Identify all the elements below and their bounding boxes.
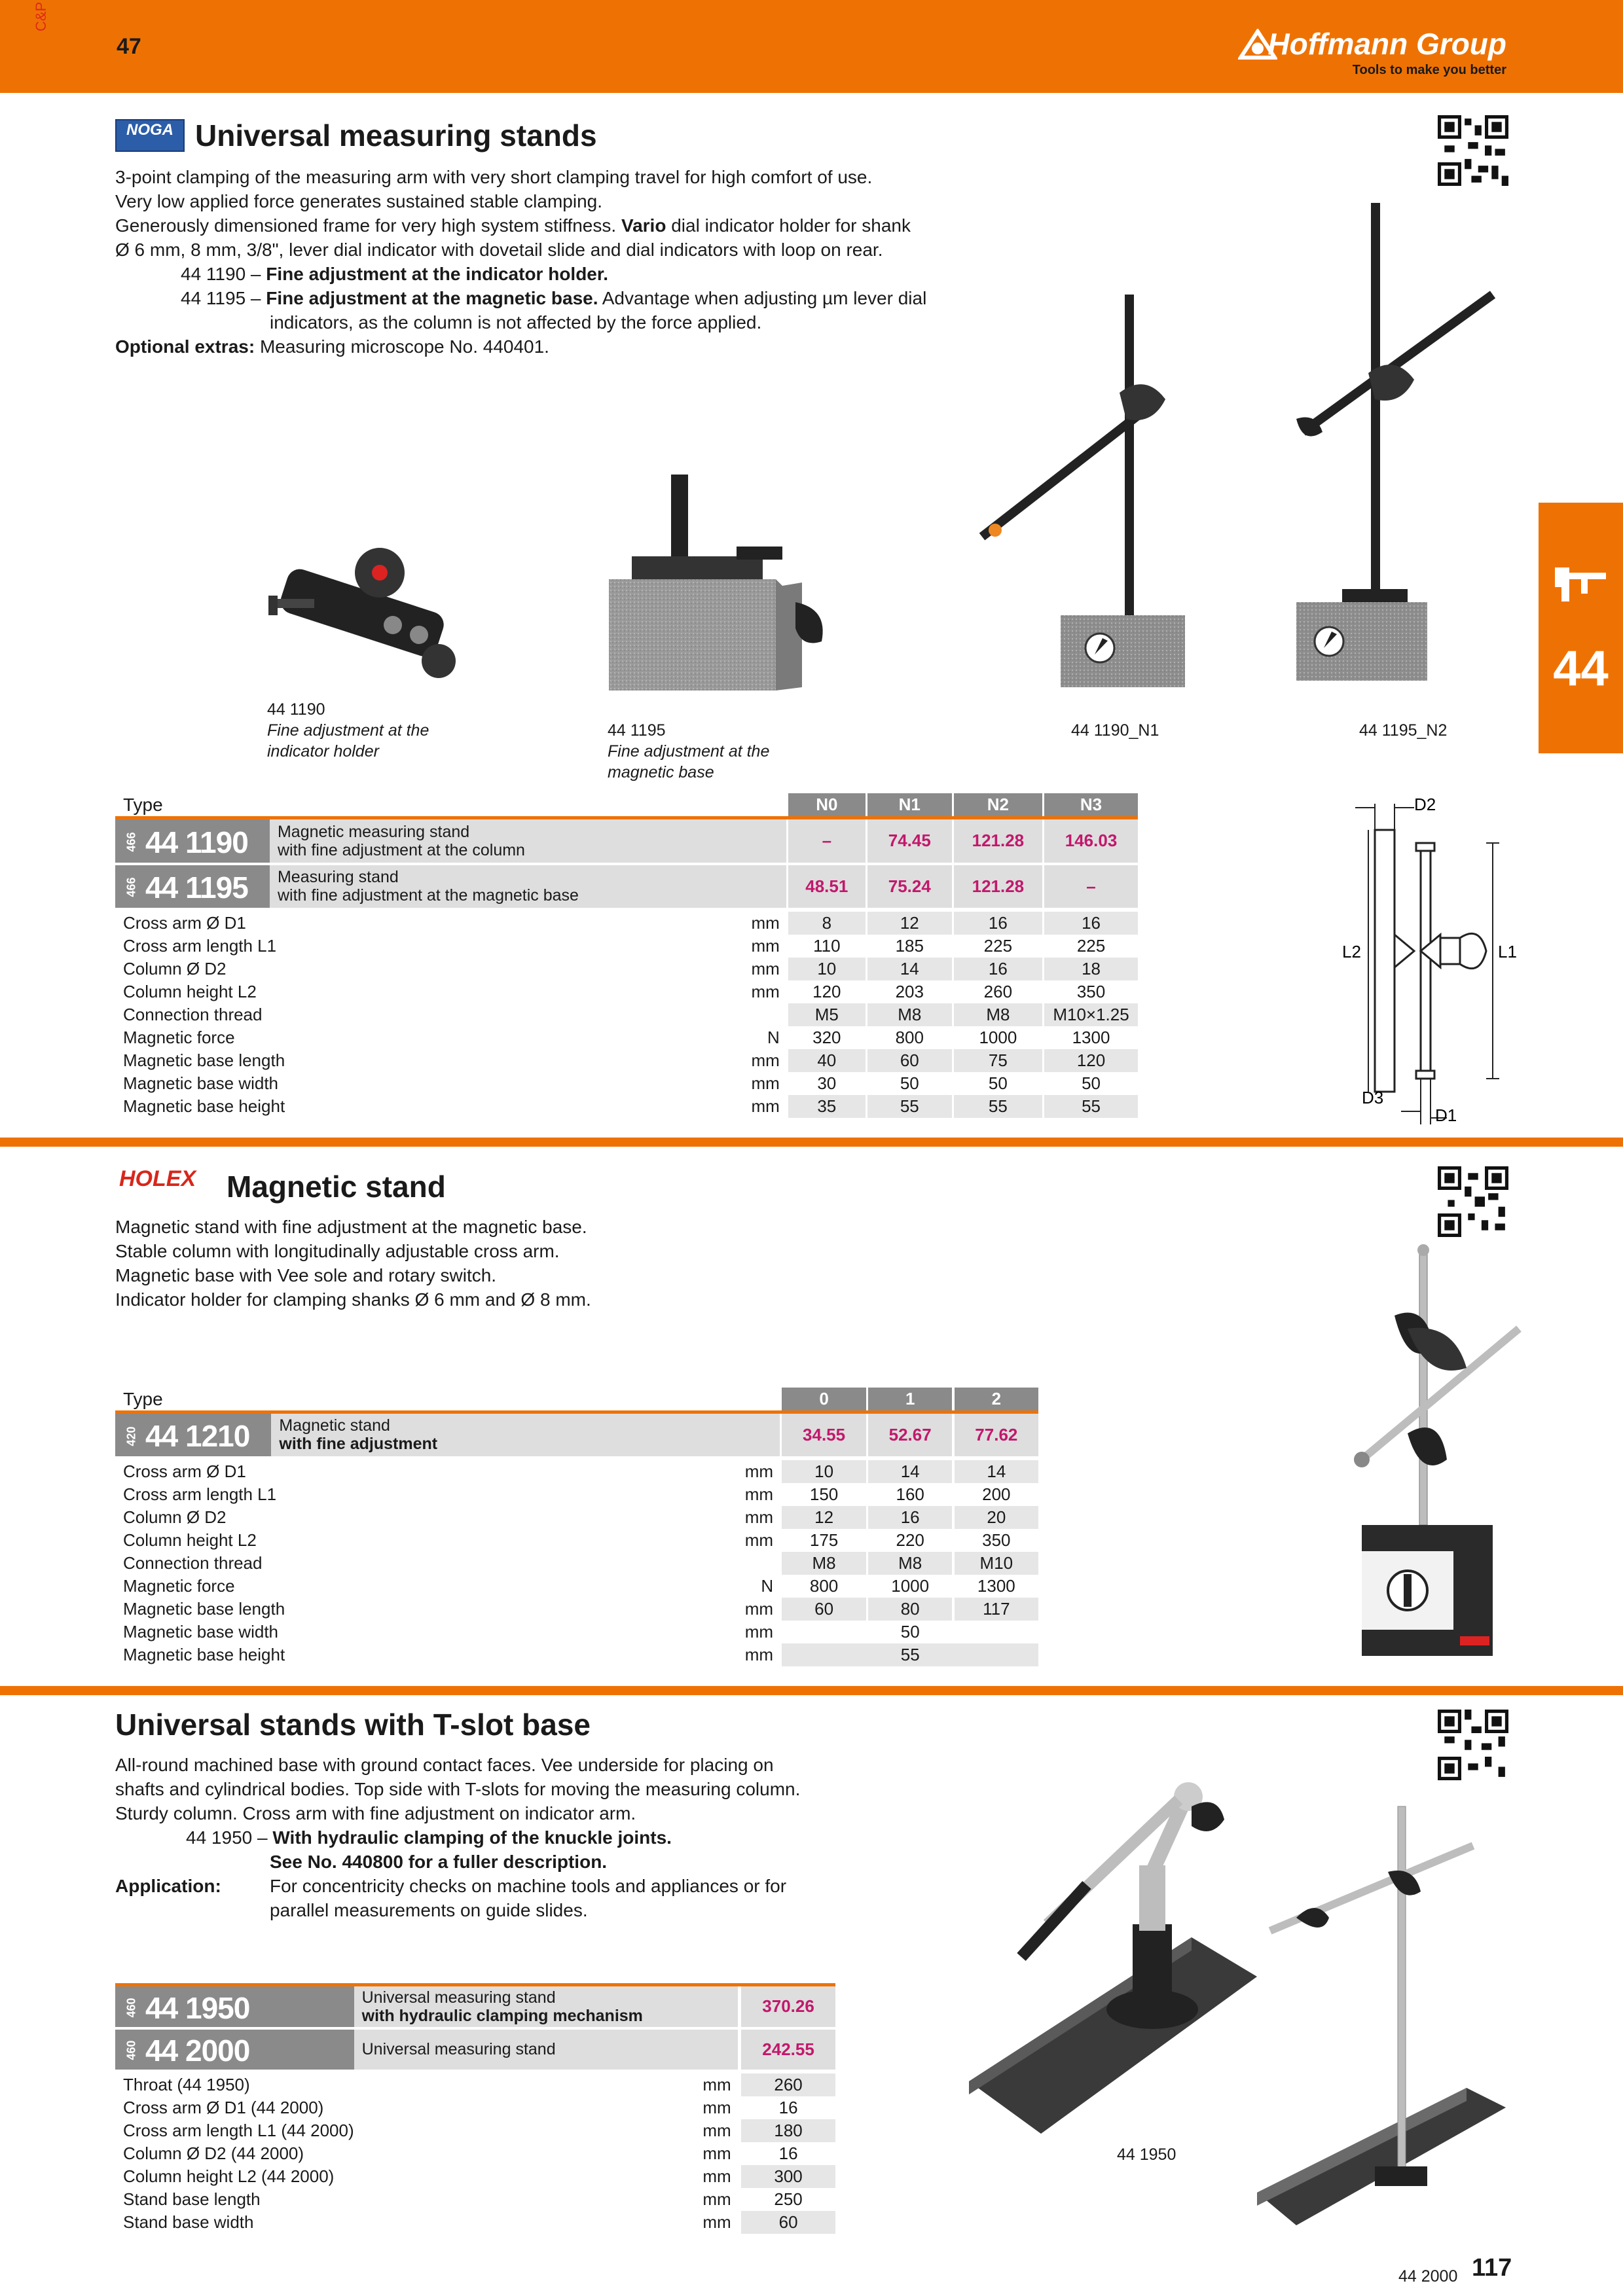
spec-unit: mm (744, 1484, 774, 1504)
spec-value: 200 (982, 1484, 1011, 1504)
spec-value: 14 (868, 1458, 952, 1483)
spec-label: Connection thread (123, 1552, 263, 1573)
spec-value: 16 (778, 2143, 798, 2163)
spec-row (115, 1003, 1138, 1026)
spec-value: 300 (741, 2165, 835, 2188)
spec-value: 1000 (891, 1575, 930, 1596)
dim-l1: L1 (1498, 942, 1517, 961)
caption-441195-n2: 44 1195_N2 (1359, 721, 1448, 740)
spec-value: 800 (809, 1575, 839, 1596)
spec-value: M10 (955, 1552, 1038, 1575)
spec-unit: mm (702, 2097, 731, 2117)
spec-value: 260 (983, 981, 1013, 1001)
holex-logo: HOLEX (119, 1166, 196, 1191)
product-image-441950 (969, 1780, 1264, 2147)
price: 75.24 (867, 864, 952, 910)
spec-value: 12 (867, 910, 952, 935)
caption-442000: 44 2000 (1398, 2267, 1458, 2286)
spec-unit: mm (702, 2074, 731, 2094)
spec-unit: mm (744, 1621, 774, 1641)
col-header: 2 (955, 1388, 1038, 1412)
brand-name: Hoffmann Group (1267, 27, 1506, 61)
chapter-number: 44 (1553, 641, 1609, 696)
col-header: N1 (867, 793, 952, 818)
spec-row (115, 2119, 835, 2142)
price: 74.45 (867, 818, 952, 864)
spec-row (115, 1095, 1138, 1118)
price: – (788, 818, 866, 864)
spec-row (115, 980, 1138, 1003)
spec-value: 12 (782, 1506, 866, 1529)
spec-row (115, 1049, 1138, 1072)
noga-logo: NOGA (115, 119, 185, 152)
spec-row (115, 2096, 835, 2119)
spec-value: 350 (982, 1530, 1011, 1550)
section-title-universal-stands-t-slot: Universal stands with T-slot base (115, 1708, 591, 1742)
spec-row (115, 958, 1138, 980)
product-image-441190 (262, 537, 478, 694)
product-description: Universal measuring stand with hydraulic clamping mechanism (354, 1985, 738, 2028)
spec-unit (649, 1552, 780, 1575)
col-header: N3 (1044, 793, 1138, 818)
product-image-441190-n1 (969, 288, 1192, 694)
spec-label: Cross arm Ø D1 (123, 912, 246, 933)
spec-value: 1300 (977, 1575, 1015, 1596)
section3-description: All-round machined base with ground contact faces. Vee underside for placing on shafts and cylindrical bodies. Top side with T-slots for moving the measuring column. Sturdy column. Cross arm with fine adjustment on indicator arm. 44 1950 – With hydraulic clamping of the knuckle joints. See No. 440800 for a fuller description. Application: For concentricity checks on machine tools and appliances or for parallel measurements on guide slides. (115, 1755, 801, 1920)
spec-value: 60 (782, 1598, 866, 1621)
spec-value: 55 (782, 1643, 1038, 1666)
spec-value: 55 (867, 1095, 952, 1118)
dim-d2: D2 (1414, 795, 1436, 814)
spec-label: Cross arm length L1 (123, 935, 277, 956)
spec-row (115, 2211, 835, 2234)
caption-441190-n1: 44 1190_N1 (1071, 721, 1159, 740)
spec-value: 20 (955, 1506, 1038, 1529)
spec-value: 50 (988, 1073, 1008, 1093)
spec-unit: mm (744, 1598, 774, 1619)
spec-row (115, 935, 1138, 958)
spec-label: Magnetic base length (123, 1050, 285, 1070)
spec-row (115, 2188, 835, 2211)
spec-value: 175 (809, 1530, 839, 1550)
spec-label: Magnetic force (123, 1027, 235, 1047)
spec-unit: mm (744, 1530, 774, 1550)
spec-label: Column height L2 (123, 981, 257, 1001)
page-label: 47 (117, 34, 141, 59)
spec-value: 120 (1044, 1049, 1138, 1072)
spec-value: 16 (954, 910, 1042, 935)
spec-unit: mm (744, 1644, 774, 1664)
spec-value: 35 (788, 1095, 866, 1118)
spec-value: 40 (788, 1049, 866, 1072)
spec-value: 50 (900, 1621, 920, 1641)
section1-description: 3-point clamping of the measuring arm with very short clamping travel for high comfort of use. Very low applied force generates sustained stable clamping. Generously dimensioned frame for very high system stiffness. Vario dial indicator holder for shank Ø 6 mm, 8 mm, 3/8", lever dial indicator with dovetail slide and dial indicators with loop on rear. 44 1190 – Fine adjustment at the indicator holder. 44 1195 – Fine adjustment at the magnetic base. Advantage when adjusting µm lever dial indicators, as the column is not affected by the force applied. Optional extras: Measuring microscope No. 440401. (115, 167, 927, 357)
spec-value: 60 (741, 2211, 835, 2234)
spec-value: 350 (1076, 981, 1106, 1001)
spec-row (115, 1026, 1138, 1049)
spec-value: 1000 (979, 1027, 1017, 1047)
spec-unit: mm (744, 1507, 774, 1527)
side-code: C&P (33, 1, 49, 31)
section2-description: Magnetic stand with fine adjustment at the magnetic base. Stable column with longitudinally adjustable cross arm. Magnetic base with Vee sole and rotary switch. Indicator holder for clamping shanks Ø 6 mm and Ø 8 mm. (115, 1217, 591, 1310)
spec-row (115, 2142, 835, 2165)
product-row-441195[interactable] (115, 864, 1138, 910)
spec-unit: mm (751, 1073, 780, 1093)
spec-row (115, 1621, 1038, 1643)
spec-value: 225 (983, 935, 1013, 956)
product-image-441210 (1336, 1244, 1545, 1669)
spec-row (115, 910, 1138, 935)
spec-value: M5 (788, 1003, 866, 1026)
spec-table-t-slot-stands (115, 1983, 835, 2234)
col-header: 1 (868, 1388, 952, 1412)
spec-value: 14 (867, 958, 952, 980)
spec-value: 50 (1082, 1073, 1101, 1093)
spec-unit: N (767, 1027, 780, 1047)
spec-value: 225 (1076, 935, 1106, 956)
spec-label: Magnetic base length (123, 1598, 285, 1619)
spec-value: M8 (867, 1003, 952, 1026)
product-description: Magnetic measuring stand with fine adjustment at the column (270, 818, 786, 864)
spec-value: 8 (788, 910, 866, 935)
price: 242.55 (741, 2028, 835, 2072)
caption-441195: 44 1195 Fine adjustment at the magnetic base (608, 721, 770, 781)
product-number: 460 44 1950 (115, 1985, 354, 2028)
spec-value: 185 (895, 935, 924, 956)
spec-row (115, 1506, 1038, 1529)
spec-unit: mm (702, 2212, 731, 2232)
spec-label: Column Ø D2 (123, 958, 227, 978)
chapter-tab[interactable] (1539, 503, 1623, 753)
product-image-441195-n2 (1283, 196, 1499, 694)
product-row-441190[interactable] (115, 818, 1138, 864)
product-row-441210[interactable] (115, 1412, 1038, 1458)
spec-value: 18 (1044, 958, 1138, 980)
spec-unit: mm (702, 2143, 731, 2163)
spec-label: Cross arm length L1 (44 2000) (123, 2120, 354, 2140)
spec-value: M8 (954, 1003, 1042, 1026)
spec-value: 160 (896, 1484, 924, 1504)
spec-table-universal-measuring-stands (115, 793, 1138, 1118)
spec-label: Cross arm Ø D1 (123, 1461, 246, 1481)
spec-value: 60 (867, 1049, 952, 1072)
type-label: Type (115, 1388, 780, 1412)
price: 370.26 (741, 1985, 835, 2028)
spec-value: 320 (812, 1027, 841, 1047)
spec-value: 220 (896, 1530, 924, 1550)
product-description: Measuring stand with fine adjustment at the magnetic base (270, 864, 786, 910)
spec-unit: mm (702, 2189, 731, 2209)
spec-value: 75 (954, 1049, 1042, 1072)
spec-value: 16 (954, 958, 1042, 980)
spec-label: Column height L2 (123, 1530, 257, 1550)
section-divider (0, 1138, 1623, 1147)
dimension-diagram (1329, 791, 1525, 1131)
spec-label: Magnetic base height (123, 1644, 285, 1664)
spec-unit: N (761, 1575, 774, 1596)
spec-value: 120 (812, 981, 841, 1001)
spec-unit: mm (751, 935, 780, 956)
spec-value: 1300 (1072, 1027, 1110, 1047)
product-description: Magnetic stand with fine adjustment (271, 1412, 780, 1458)
spec-value: M8 (868, 1552, 952, 1575)
spec-value: M10×1.25 (1044, 1003, 1138, 1026)
spec-row (115, 2165, 835, 2188)
spec-unit: mm (702, 2120, 731, 2140)
spec-unit: mm (751, 912, 780, 933)
spec-value: 55 (1044, 1095, 1138, 1118)
spec-unit: mm (744, 1461, 774, 1481)
section-divider (0, 1686, 1623, 1695)
price: 48.51 (788, 864, 866, 910)
spec-label: Connection thread (123, 1004, 263, 1024)
qr-code-icon[interactable] (1438, 115, 1508, 186)
spec-row (115, 1598, 1038, 1621)
spec-value: 55 (954, 1095, 1042, 1118)
section-title-magnetic-stand: Magnetic stand (227, 1170, 446, 1204)
spec-value: 10 (788, 958, 866, 980)
spec-value: 14 (955, 1458, 1038, 1483)
price: 77.62 (955, 1412, 1038, 1458)
section-title-universal-measuring-stands: Universal measuring stands (195, 118, 597, 152)
spec-row (115, 1552, 1038, 1575)
price: 52.67 (868, 1412, 952, 1458)
spec-value: 16 (778, 2097, 798, 2117)
dim-d3: D3 (1362, 1088, 1384, 1107)
spec-row (115, 1529, 1038, 1552)
qr-code-icon[interactable] (1438, 1710, 1508, 1780)
spec-row (115, 1575, 1038, 1598)
spec-unit: mm (751, 1050, 780, 1070)
page-number: 117 (1472, 2254, 1512, 2282)
spec-label: Column Ø D2 (44 2000) (123, 2143, 304, 2163)
product-description: Universal measuring stand (354, 2028, 738, 2072)
spec-table-magnetic-stand (115, 1388, 1038, 1666)
product-image-442000 (1257, 1800, 1506, 2232)
price: 34.55 (782, 1412, 866, 1458)
spec-value: 260 (741, 2072, 835, 2096)
product-row-441950[interactable] (115, 1985, 835, 2028)
caliper-icon (1555, 565, 1607, 604)
product-image-441195 (606, 471, 854, 694)
brand-tagline: Tools to make you better (1352, 63, 1506, 77)
spec-row (115, 1072, 1138, 1095)
spec-value: 180 (741, 2119, 835, 2142)
spec-row (115, 1643, 1038, 1666)
spec-label: Cross arm length L1 (123, 1484, 277, 1504)
spec-label: Column Ø D2 (123, 1507, 227, 1527)
dim-d1: D1 (1435, 1105, 1457, 1125)
spec-value: M8 (782, 1552, 866, 1575)
spec-label: Magnetic base width (123, 1621, 279, 1641)
spec-unit: mm (751, 1096, 780, 1116)
product-number: 460 44 2000 (115, 2028, 354, 2072)
spec-value: 30 (817, 1073, 837, 1093)
caption-441950: 44 1950 (1117, 2145, 1176, 2164)
dim-l2: L2 (1342, 942, 1361, 961)
spec-label: Column height L2 (44 2000) (123, 2166, 335, 2186)
spec-value: 50 (900, 1073, 919, 1093)
type-label: Type (115, 793, 786, 818)
spec-unit: mm (751, 958, 780, 978)
spec-label: Magnetic base width (123, 1073, 279, 1093)
product-number: 420 44 1210 (115, 1412, 271, 1458)
col-header: N0 (788, 793, 866, 818)
spec-row (115, 2072, 835, 2096)
spec-label: Stand base width (123, 2212, 254, 2232)
product-row-442000[interactable] (115, 2028, 835, 2072)
spec-label: Stand base length (123, 2189, 261, 2209)
spec-label: Throat (44 1950) (123, 2074, 250, 2094)
spec-label: Cross arm Ø D1 (44 2000) (123, 2097, 324, 2117)
product-number: 466 44 1195 (115, 864, 270, 910)
spec-value: 203 (895, 981, 924, 1001)
product-number: 466 44 1190 (115, 818, 270, 864)
spec-unit (653, 1003, 786, 1026)
spec-value: 10 (782, 1458, 866, 1483)
spec-value: 150 (809, 1484, 839, 1504)
col-header: N2 (954, 793, 1042, 818)
spec-label: Magnetic base height (123, 1096, 285, 1116)
price: 121.28 (954, 864, 1042, 910)
spec-value: 250 (774, 2189, 803, 2209)
col-header: 0 (782, 1388, 866, 1412)
spec-value: 117 (955, 1598, 1038, 1621)
spec-value: 16 (868, 1506, 952, 1529)
qr-code-icon[interactable] (1438, 1166, 1508, 1237)
spec-unit: mm (702, 2166, 731, 2186)
spec-label: Magnetic force (123, 1575, 235, 1596)
spec-unit: mm (751, 981, 780, 1001)
spec-value: 800 (895, 1027, 924, 1047)
price: – (1044, 864, 1138, 910)
spec-row (115, 1483, 1038, 1506)
brand-logo (1238, 26, 1506, 85)
spec-row (115, 1458, 1038, 1483)
spec-value: 110 (813, 935, 841, 956)
price: 121.28 (954, 818, 1042, 864)
spec-value: 80 (868, 1598, 952, 1621)
caption-441190: 44 1190 Fine adjustment at the indicator holder (267, 700, 429, 761)
spec-value: 16 (1044, 910, 1138, 935)
price: 146.03 (1044, 818, 1138, 864)
